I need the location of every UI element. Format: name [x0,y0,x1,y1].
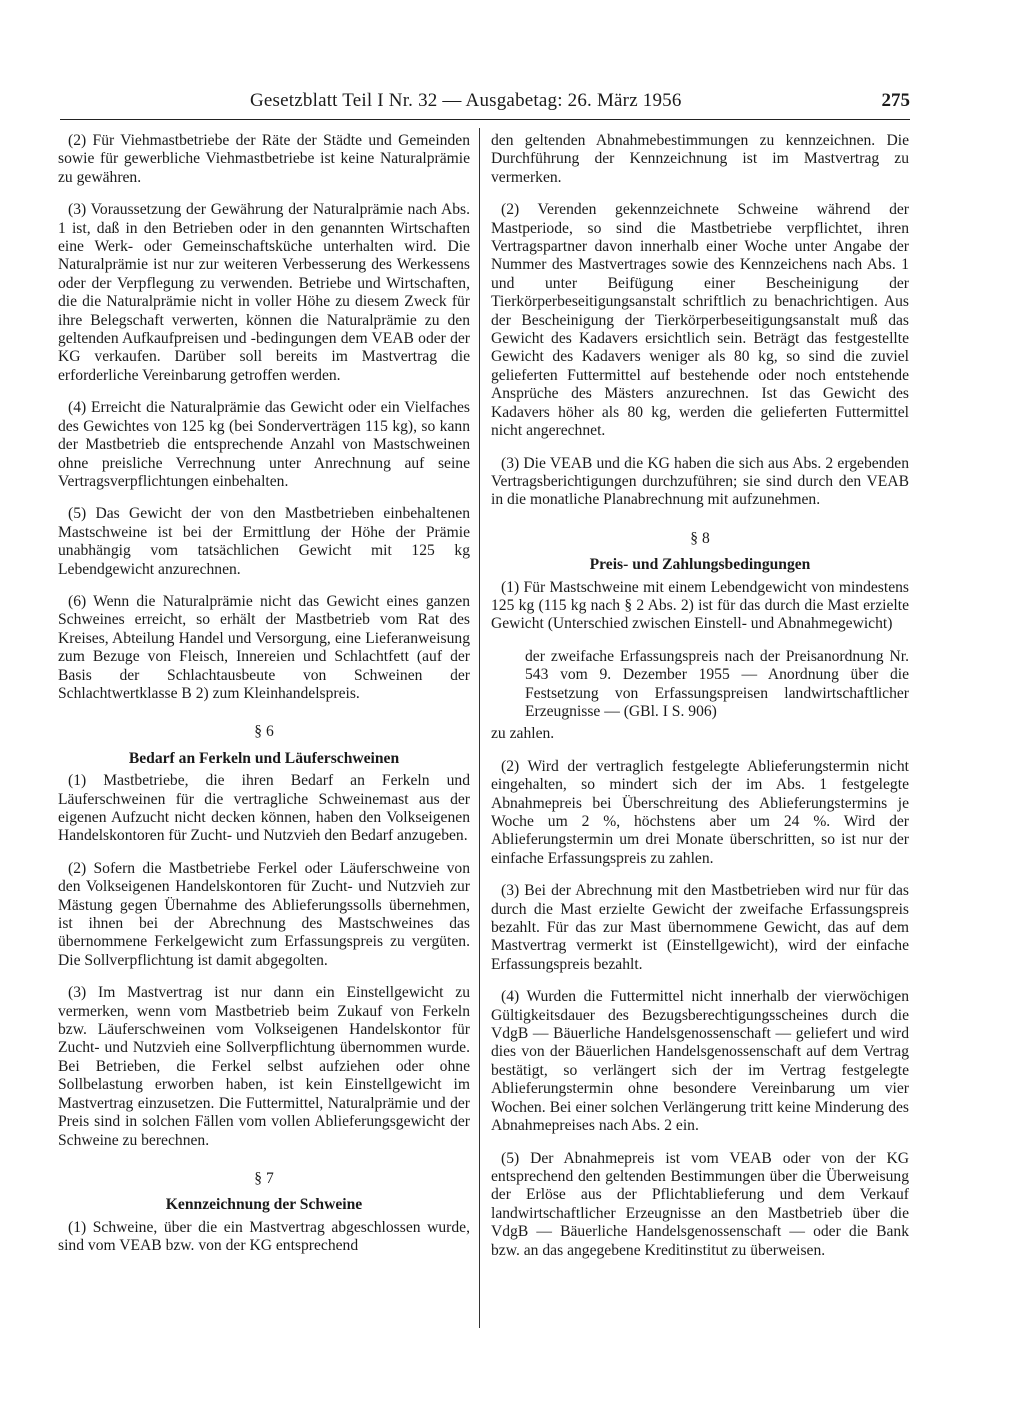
left-column [58,132,470,1270]
paragraph: (3) Im Mastvertrag ist nur dann ein Einstellgewicht zu vermerken, wenn vom Mastbetrieb beim Zukauf von Ferkeln bzw. Läuferschweinen vom Volkseigenen Handelskontor für Zucht- und Nutzvieh eine Sollverpflichtung übernommen wurde. Bei Betrieben, die Ferkel selbst aufziehen oder ohne Sollbelastung erworben haben, ist kein Einstellgewicht im Mastvertrag einzusetzen. Die Futtermittel, Naturalprämie und der Preis sind in solchen Fällen vom vollen Ablieferungsgewicht der Schweine zu berechnen. [58,984,470,1149]
right-column [491,132,909,1274]
indented-quote: der zweifache Erfassungspreis nach der Preisanordnung Nr. 543 vom 9. Dezember 1955 — Anordnung über die Festsetzung von Erfassungspreisen landwirtschaftlicher Erzeugnisse — (GBl. I S. 906) [525,647,909,720]
header-rule [60,119,910,120]
paragraph: (1) Mastbetriebe, die ihren Bedarf an Ferkeln und Läuferschweinen für die vertragliche Schweinemast aus der eigenen Aufzucht nicht decken können, haben den Volkseigenen Handelskontoren für Zucht- und Nutzvieh den Bedarf anzugeben. [58,772,470,845]
section-number: § 6 [254,723,274,741]
paragraph: (2) Für Viehmastbetriebe der Räte der Städte und Gemeinden sowie für gewerbliche Viehmastbetriebe ist keine Naturalprämie zu gewähren. [58,132,470,186]
paragraph: (4) Wurden die Futtermittel nicht innerhalb der vierwöchigen Gültigkeitsdauer des Bezugsberechtigungsscheines durch die VdgB — Bäuerliche Handelsgenossenschaft — geliefert und wird dies von der Bäuerlichen Handelsgenossenschaft auf dem Vertrag bestätigt, so verlängert sich der im Vertrag festgelegte Ablieferungstermin ohne besondere Vereinbarung um vier Wochen. Bei einer solchen Verlängerung tritt keine Minderung des Abnahmepreises nach Abs. 2 ein. [491,988,909,1135]
section-heading: Bedarf an Ferkeln und Läuferschweinen [128,749,400,767]
gazette-title: Gesetzblatt Teil I Nr. 32 — Ausgabetag: 26. März 1956 [250,90,682,111]
section-heading: Preis- und Zahlungsbedingungen [589,556,811,574]
paragraph: (3) Die VEAB und die KG haben die sich aus Abs. 2 ergebenden Vertragsberichtigungen durchzuführen; sie sind durch den VEAB in die monatliche Planabrechnung mit aufzunehmen. [491,454,909,509]
paragraph: (2) Sofern die Mastbetriebe Ferkel oder Läuferschweine von den Volkseigenen Handelskontoren für Zucht- und Nutzvieh zur Mästung gegen Übernahme des Ablieferungssolls übernehmen, ist ihnen bei der Abrechnung des Mastschweines das übernommene Ferkelgewicht zum Erfassungspreis zu vergüten. Die Sollverpflichtung ist damit abgegolten. [58,859,470,969]
paragraph-tail: zu zahlen. [491,725,555,743]
paragraph: (2) Verenden gekennzeichnete Schweine während der Mastperiode, so sind die Mastbetriebe verpflichtet, ihren Vertragspartner davon innerhalb einer Woche unter Angabe der Nummer des Mastvertrages sowie des Kennzeichens nach Abs. 1 und unter Beifügung einer Bescheinigung der Tierkörperbeseitigungsanstalt schriftlich zu benachrichtigen. Aus der Bescheinigung der Tierkörperbeseitigungsanstalt muß das Gewicht des Kadavers ersichtlich sein. Beträgt das festgestellte Gewicht des Kadavers weniger als 80 kg, so sind die zuviel gelieferten Futtermittel auf bestehende oder noch entstehende Ansprüche des Mästers anzurechnen. Ist das Gewicht des Kadavers höher als 80 kg, werden die gelieferten Futtermittel nicht angerechnet. [491,201,909,440]
paragraph: (3) Voraussetzung der Gewährung der Naturalprämie nach Abs. 1 ist, daß in den Betrieben oder in den genannten Wirtschaften eine Werk- oder Gemeinschaftsküche unterhalten wird. Die Naturalprämie ist nur zur weiteren Verbesserung des Werkessens oder der Verpflegung zu verwenden. Betriebe und Wirtschaften, die die Naturalprämie nicht in voller Höhe zu diesem Zweck für ihre Belegschaft verwerten, können die Naturalprämie zu den geltenden Aufkaufpreisen und -bedingungen dem VEAB oder der KG verkaufen. Darüber soll bereits im Mastvertrag die erforderliche Vereinbarung getroffen werden. [58,201,470,384]
section-number: § 7 [254,1169,274,1187]
page-number: 275 [881,90,910,111]
paragraph: (1) Für Mastschweine mit einem Lebendgewicht von mindestens 125 kg (115 kg nach § 2 Abs. 2) ist für das durch die Mast erzielte Gewicht (Unterschied zwischen Einstell- und Abnahmegewicht) [491,578,909,633]
column-divider [479,128,480,1328]
section-number: § 8 [690,529,710,547]
paragraph: (2) Wird der vertraglich festgelegte Ablieferungstermin nicht eingehalten, so mindert sich der im Abs. 1 festgelegte Abnahmepreis bei Überschreitung des Ablieferungstermins je Woche um 2 %, höchstens aber um 24 %. Wird der Ablieferungstermin um drei Monate überschritten, so ist nur der einfache Erfassungspreis zu zahlen. [491,757,909,867]
paragraph: (3) Bei der Abrechnung mit den Mastbetrieben wird nur für das durch die Mast erzielte Gewicht der zweifache Erfassungspreis bezahlt. Für das zur Mast übernommene Gewicht, das auf dem Mastvertrag vermerkt ist (Einstellgewicht), wird der einfache Erfassungspreis bezahlt. [491,882,909,973]
paragraph: (5) Das Gewicht der von den Mastbetrieben einbehaltenen Mastschweine ist bei der Ermittlung der Höhe der Prämie unabhängig vom tatsächlichen Gewicht mit 125 kg Lebendgewicht anzurechnen. [58,505,470,578]
paragraph: (6) Wenn die Naturalprämie nicht das Gewicht eines ganzen Schweines erreicht, so erhält der Mastbetrieb vom Rat des Kreises, Abteilung Handel und Versorgung, eine Lieferanweisung zum Bezuge von Fleisch, Innereien und Schlachtfett (auf der Basis der Schlachtausbeute von Schweinen der Schlachtwertklasse B 2) zum Kleinhandelspreis. [58,592,470,702]
paragraph-continuation: den geltenden Abnahmebestimmungen zu kennzeichnen. Die Durchführung der Kennzeichnung ist im Mastvertrag zu vermerken. [491,132,909,186]
paragraph: (1) Schweine, über die ein Mastvertrag abgeschlossen wurde, sind vom VEAB bzw. von der KG entsprechend [58,1218,470,1255]
page-header [60,90,910,120]
section-heading: Kennzeichnung der Schweine [165,1196,363,1214]
paragraph: (5) Der Abnahmepreis ist vom VEAB oder von der KG entsprechend den geltenden Bestimmungen über die Überweisung der Erlöse aus der Pflichtablieferung und dem Verkauf landwirtschaftlicher Erzeugnisse an den Mastbetrieb über die VdgB — Bäuerliche Handelsgenossenschaft — oder die Bank bzw. an das angegebene Kreditinstitut zu überweisen. [491,1149,909,1259]
paragraph: (4) Erreicht die Naturalprämie das Gewicht oder ein Vielfaches des Gewichtes von 125 kg (bei Sonderverträgen 115 kg), so kann der Mastbetrieb die entsprechende Anzahl von Mastschweinen ohne preisliche Verrechnung unter Anrechnung auf seine Vertragsverpflichtungen einbehalten. [58,399,470,490]
